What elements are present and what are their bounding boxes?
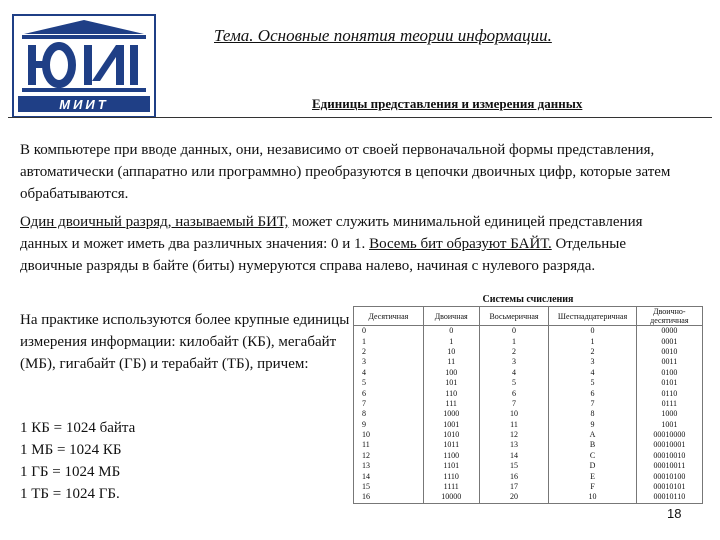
table-cell: 1000 — [423, 409, 479, 419]
table-cell: 1010 — [423, 430, 479, 440]
table-row — [354, 440, 703, 450]
equality-gb: 1 ГБ = 1024 МБ — [20, 464, 121, 480]
table-body — [354, 326, 703, 504]
table-cell: A — [549, 430, 636, 440]
table-cell: 10000 — [423, 492, 479, 503]
table-cell: 3 — [354, 357, 424, 367]
table-cell: 4 — [479, 368, 549, 378]
column-header: Шестнадцатеричная — [549, 307, 636, 326]
table-row — [354, 461, 703, 471]
table-cell: 1000 — [636, 409, 702, 419]
table-row — [354, 409, 703, 419]
equality-kb: 1 КБ = 1024 байта — [20, 420, 136, 436]
table-cell: 6 — [354, 388, 424, 398]
table-cell: 00010110 — [636, 492, 702, 503]
table-header-row — [354, 307, 703, 326]
table-cell: 0 — [423, 326, 479, 337]
table-cell: 10 — [354, 430, 424, 440]
table-row — [354, 347, 703, 357]
table-cell: 101 — [423, 378, 479, 388]
column-header: Десятичная — [354, 307, 424, 326]
table-cell: 1001 — [423, 420, 479, 430]
table-cell: 11 — [423, 357, 479, 367]
table-row — [354, 420, 703, 430]
table-cell: 00010011 — [636, 461, 702, 471]
table-row — [354, 357, 703, 367]
table-cell: C — [549, 451, 636, 461]
unit-equalities — [20, 417, 220, 505]
table-cell: 1 — [423, 336, 479, 346]
byte-definition: Восемь бит образуют БАЙТ. — [369, 236, 552, 252]
table-cell: 9 — [354, 420, 424, 430]
table-cell: 1011 — [423, 440, 479, 450]
table-cell: 4 — [549, 368, 636, 378]
table-row — [354, 451, 703, 461]
table-row — [354, 471, 703, 481]
table-cell: 10 — [549, 492, 636, 503]
table-cell: 9 — [549, 420, 636, 430]
table-cell: 14 — [479, 451, 549, 461]
table-row — [354, 482, 703, 492]
table-cell: 15 — [479, 461, 549, 471]
table-cell: 3 — [479, 357, 549, 367]
table-cell: 12 — [479, 430, 549, 440]
table-row — [354, 378, 703, 388]
table-row — [354, 430, 703, 440]
table-caption: Системы счисления — [482, 294, 574, 305]
table-cell: 7 — [354, 399, 424, 409]
table-cell: 10 — [423, 347, 479, 357]
table-cell: 00010010 — [636, 451, 702, 461]
logo-emblem-icon — [12, 14, 156, 118]
page-title: Тема. Основные понятия теории информации. — [214, 26, 552, 45]
table-row — [354, 399, 703, 409]
table-cell: 1001 — [636, 420, 702, 430]
table-cell: 11 — [354, 440, 424, 450]
table-cell: 1100 — [423, 451, 479, 461]
table-cell: 1 — [479, 336, 549, 346]
column-header: Восьмеричная — [479, 307, 549, 326]
table-cell: 0110 — [636, 388, 702, 398]
table-cell: 2 — [549, 347, 636, 357]
table-grid — [353, 306, 703, 504]
table-cell: 4 — [354, 368, 424, 378]
table-cell: 0 — [354, 326, 424, 337]
table-cell: B — [549, 440, 636, 450]
table-cell: 111 — [423, 399, 479, 409]
table-cell: 16 — [479, 471, 549, 481]
bit-definition: Один двоичный разряд, называемый БИТ, — [20, 214, 289, 230]
table-cell: 00010000 — [636, 430, 702, 440]
equality-tb: 1 ТБ = 1024 ГБ. — [20, 486, 120, 502]
table-row — [354, 326, 703, 337]
paragraph-larger-units: На практике используются более крупные единицы измерения информации: килобайт (КБ), мегабайт (МБ), гигабайт (ГБ) и терабайт (ТБ), причем: — [20, 312, 350, 372]
table-cell: 16 — [354, 492, 424, 503]
table-row — [354, 492, 703, 503]
table-cell: 2 — [479, 347, 549, 357]
university-logo — [12, 14, 156, 118]
table-cell: 20 — [479, 492, 549, 503]
table-cell: D — [549, 461, 636, 471]
column-header: Двоично-десятичная — [636, 307, 702, 326]
table-cell: 0101 — [636, 378, 702, 388]
table-cell: 8 — [549, 409, 636, 419]
table-row — [354, 368, 703, 378]
table-cell: 0 — [479, 326, 549, 337]
table-cell: 00010001 — [636, 440, 702, 450]
table-row — [354, 388, 703, 398]
table-cell: 13 — [354, 461, 424, 471]
table-row — [354, 336, 703, 346]
table-cell: 2 — [354, 347, 424, 357]
table-cell: 6 — [479, 388, 549, 398]
table-cell: F — [549, 482, 636, 492]
table-cell: 1 — [354, 336, 424, 346]
column-header: Двоичная — [423, 307, 479, 326]
header-divider — [8, 117, 712, 118]
equality-mb: 1 МБ = 1024 КБ — [20, 442, 122, 458]
bit-numbering: Отдельные двоичные разряды в байте (биты) нумеруются справа налево, начиная с нулевого разряда. — [20, 236, 627, 274]
table-cell: 13 — [479, 440, 549, 450]
table-cell: 0100 — [636, 368, 702, 378]
table-cell: 0011 — [636, 357, 702, 367]
table-cell: 15 — [354, 482, 424, 492]
table-cell: 110 — [423, 388, 479, 398]
table-cell: 0111 — [636, 399, 702, 409]
table-cell: 00010101 — [636, 482, 702, 492]
table-cell: 1 — [549, 336, 636, 346]
table-cell: 8 — [354, 409, 424, 419]
table-cell: 12 — [354, 451, 424, 461]
section-subtitle: Единицы представления и измерения данных — [312, 96, 583, 111]
table-cell: 0010 — [636, 347, 702, 357]
table-cell: E — [549, 471, 636, 481]
bit-description: может служить минимальной единицей представления данных и может иметь два различных значения: 0 и 1. — [20, 214, 643, 252]
table-cell: 5 — [354, 378, 424, 388]
table-cell: 6 — [549, 388, 636, 398]
table-cell: 11 — [479, 420, 549, 430]
table-cell: 7 — [479, 399, 549, 409]
table-cell: 17 — [479, 482, 549, 492]
table-cell: 5 — [549, 378, 636, 388]
table-cell: 100 — [423, 368, 479, 378]
table-cell: 00010100 — [636, 471, 702, 481]
table-cell: 1110 — [423, 471, 479, 481]
svg-text:МИИТ: МИИТ — [59, 97, 109, 112]
table-cell: 1111 — [423, 482, 479, 492]
table-cell: 14 — [354, 471, 424, 481]
table-cell: 3 — [549, 357, 636, 367]
table-cell: 10 — [479, 409, 549, 419]
table-cell: 7 — [549, 399, 636, 409]
table-cell: 1101 — [423, 461, 479, 471]
table-cell: 0000 — [636, 326, 702, 337]
paragraph-bit-byte — [20, 211, 690, 277]
table-cell: 0001 — [636, 336, 702, 346]
number-systems-table — [353, 293, 703, 508]
paragraph-data-encoding: В компьютере при вводе данных, они, независимо от своей первоначальной формы представления, автоматически (аппаратно или программно) преобразуются в цепочки двоичных цифр, которые затем обрабатываются. — [20, 142, 671, 202]
table-cell: 0 — [549, 326, 636, 337]
table-cell: 5 — [479, 378, 549, 388]
page-number: 18 — [667, 506, 682, 521]
